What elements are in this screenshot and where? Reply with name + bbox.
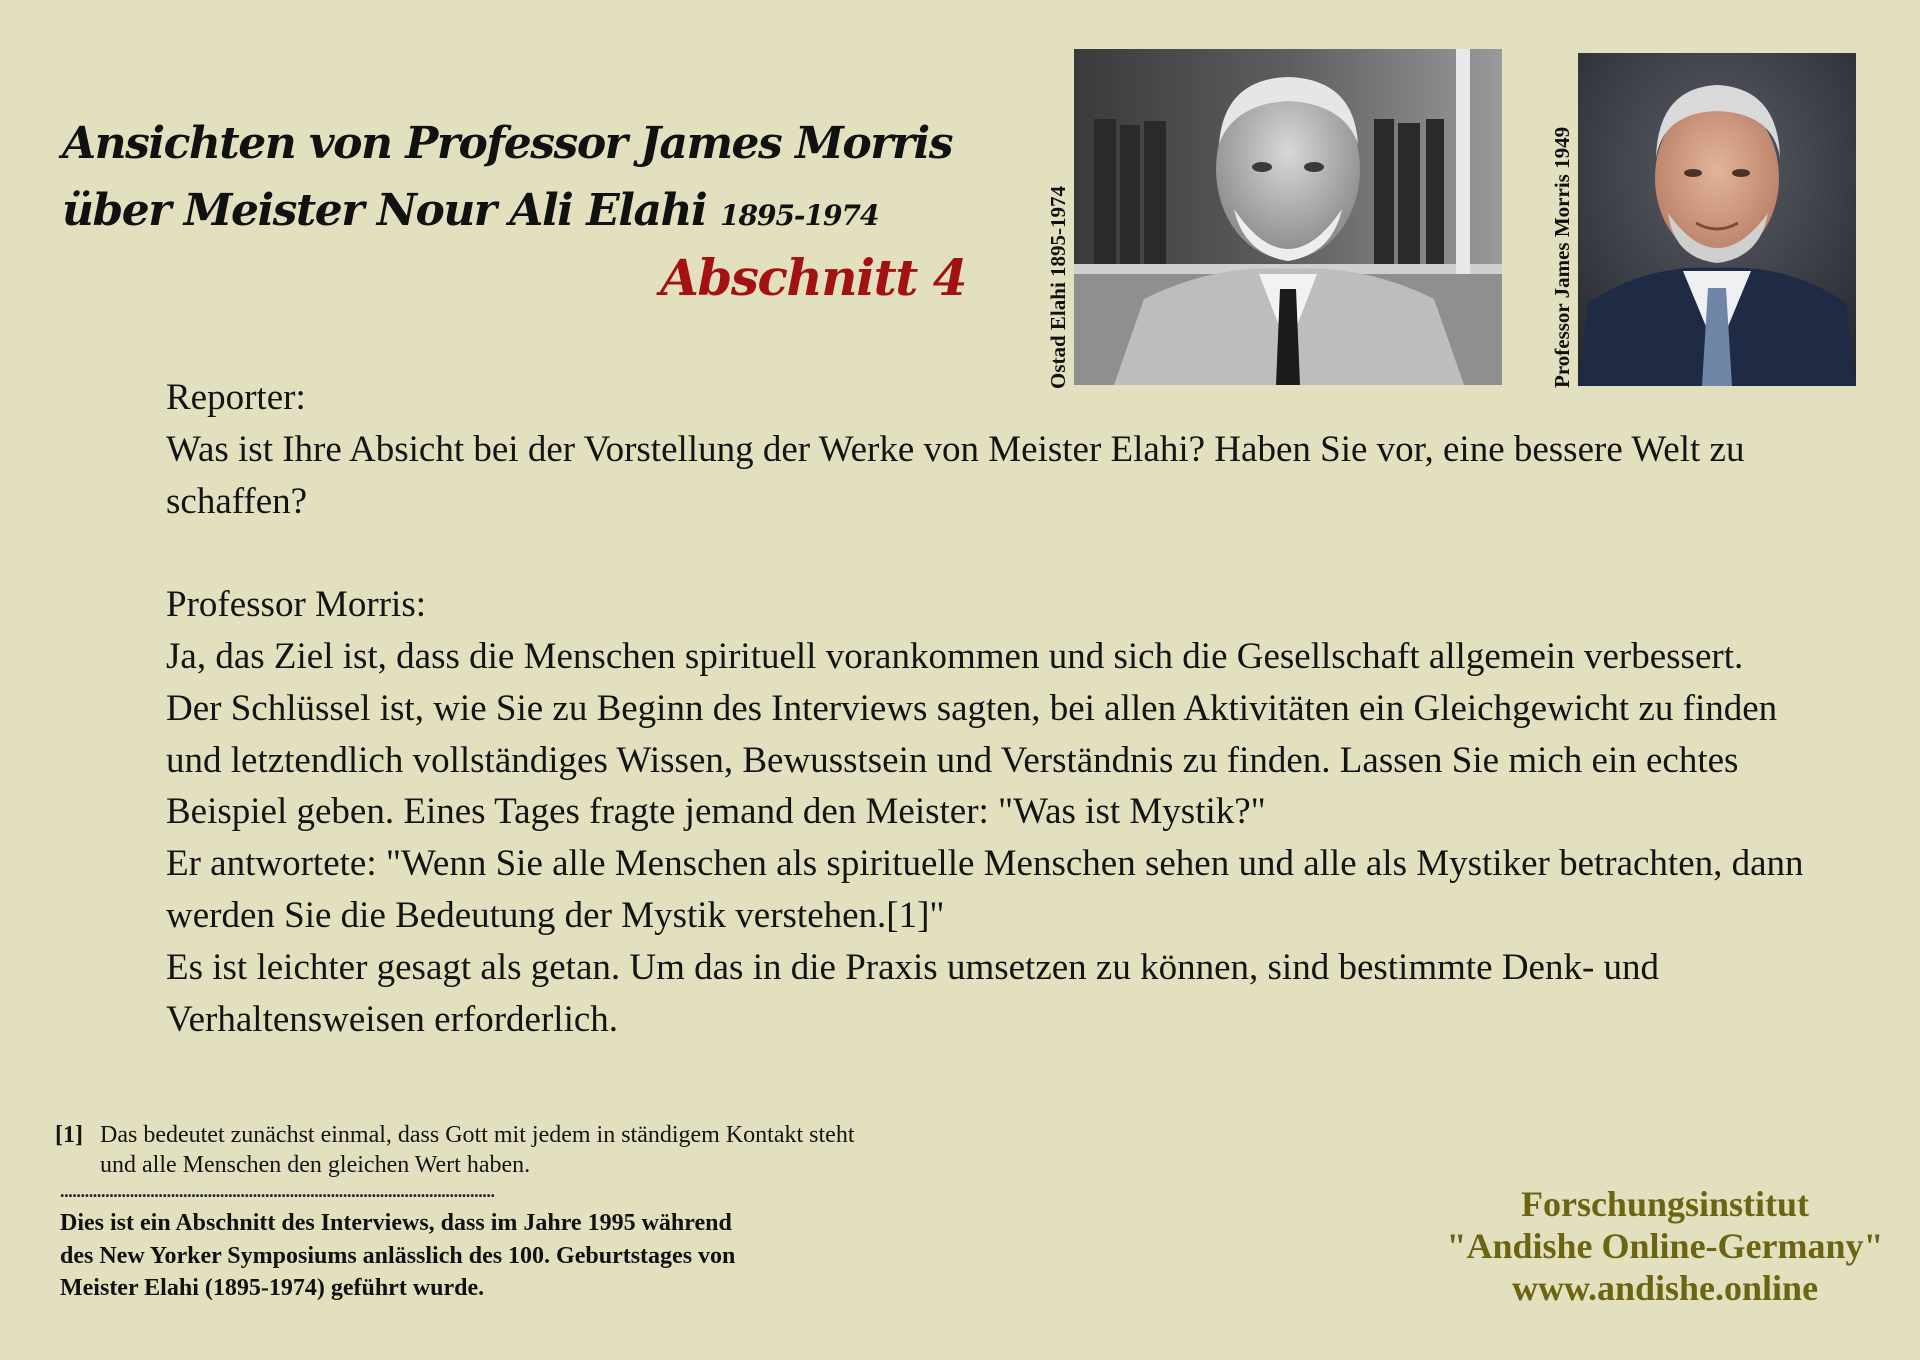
dotted-separator: .......................................................................................................... <box>60 1181 495 1201</box>
answer-paragraph-3: Er antwortete: "Wenn Sie alle Menschen als spirituelle Menschen sehen und alle als Mystiker betrachten, dann werden Sie die Bedeutung der Mystik verstehen.[1]" <box>166 843 1804 936</box>
morris-photo-caption: Professor James Morris 1949 <box>1550 126 1574 388</box>
source-note: Dies ist ein Abschnitt des Interviews, dass im Jahre 1995 während des New Yorker Symposiums anlässlich des 100. Geburtstages von Meister Elahi (1895-1974) geführt wurde. <box>60 1210 736 1301</box>
institute-website: www.andishe.online <box>1511 1268 1819 1308</box>
institute-title: "Andishe Online-Germany" <box>1446 1226 1884 1266</box>
footnote-marker: [1] <box>55 1122 83 1148</box>
answer-paragraph-1: Ja, das Ziel ist, dass die Menschen spirituell vorankommen und sich die Gesellschaft allgemein verbessert. <box>166 635 1744 677</box>
title-line-1: Ansichten von Professor James Morris <box>62 118 953 169</box>
answer-paragraph-4: Es ist leichter gesagt als getan. Um das in die Praxis umsetzen zu können, sind bestimmte Denk- und Verhaltensweisen erforderlich. <box>166 946 1660 1040</box>
elahi-portrait-photo <box>1074 49 1502 385</box>
title-years: 1895-1974 <box>720 199 879 232</box>
answer-paragraph-2: Der Schlüssel ist, wie Sie zu Beginn des Interviews sagten, bei allen Aktivitäten ein Gleichgewicht zu finden und letztendlich vollständiges Wissen, Bewusstsein und Verständnis zu finden. Lassen Sie mich ein echtes Beispiel geben. Eines Tages fragte jemand den Meister: "Was ist Mystik?" <box>166 687 1778 833</box>
institute-block <box>1420 1183 1910 1309</box>
reporter-question: Was ist Ihre Absicht bei der Vorstellung der Werke von Meister Elahi? Haben Sie vor, eine bessere Welt zu schaffen? <box>166 428 1745 522</box>
title-line-2 <box>62 185 972 236</box>
paragraph-gap <box>166 527 1826 579</box>
reporter-label: Reporter: <box>166 377 306 418</box>
elahi-photo-caption: Ostad Elahi 1895-1974 <box>1046 185 1070 389</box>
interview-body <box>166 372 1826 1045</box>
morris-label: Professor Morris: <box>166 584 427 626</box>
section-heading: Abschnitt 4 <box>660 248 966 307</box>
morris-portrait-photo <box>1578 53 1856 386</box>
title-line-2-text: über Meister Nour Ali Elahi <box>62 185 707 236</box>
footnote-text: Das bedeutet zunächst einmal, dass Gott mit jedem in ständigem Kontakt steht und alle Menschen den gleichen Wert haben. <box>100 1122 855 1178</box>
institute-name: Forschungsinstitut <box>1520 1184 1810 1224</box>
